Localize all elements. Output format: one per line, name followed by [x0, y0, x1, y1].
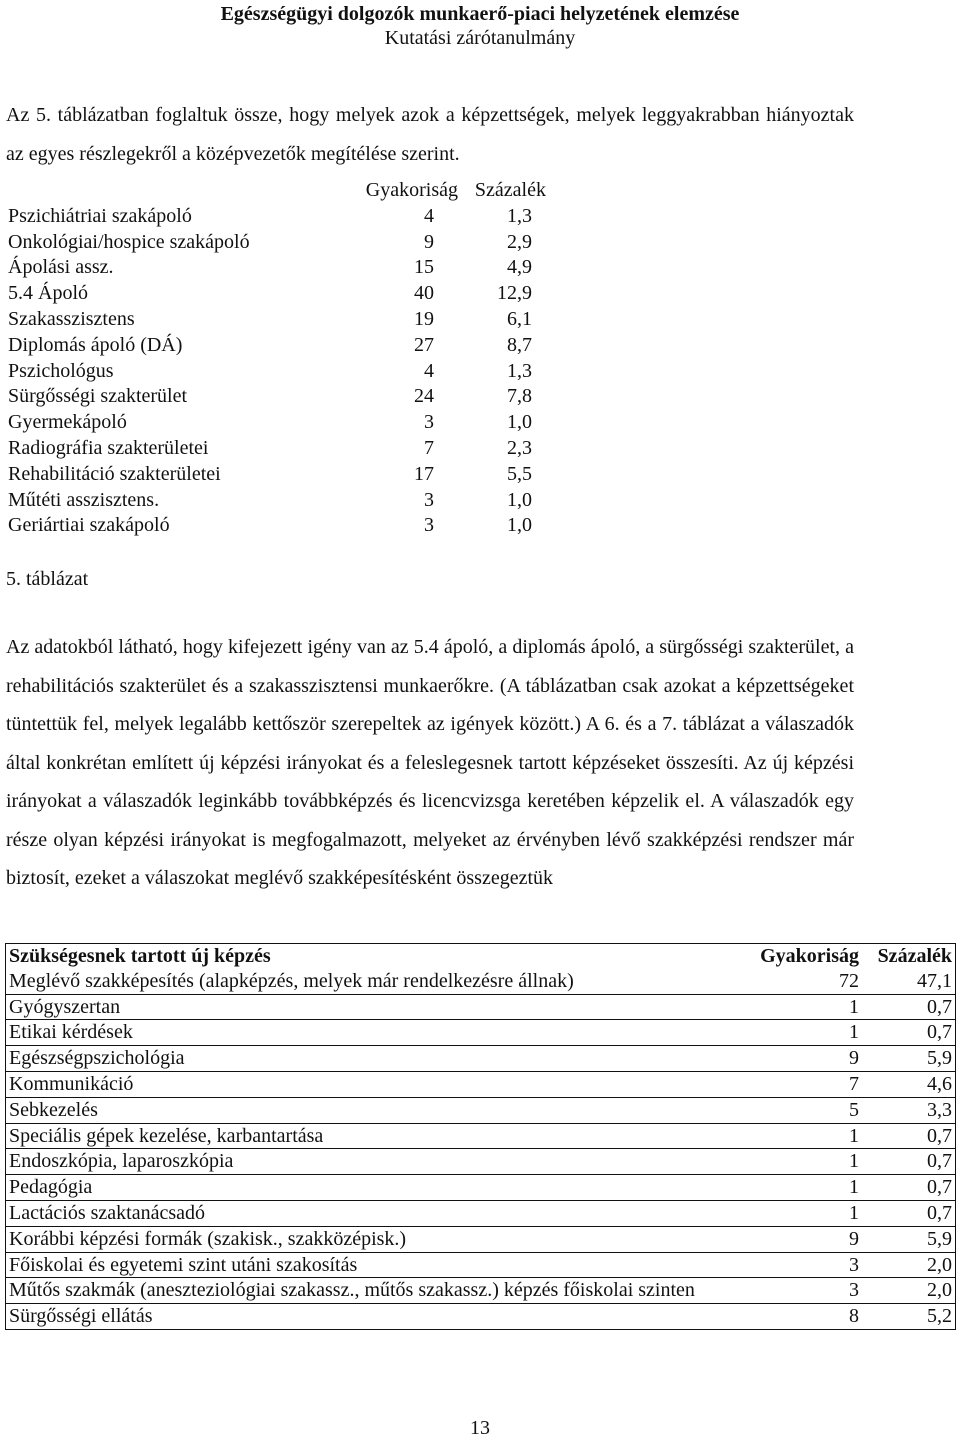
- table-row: [6, 281, 546, 307]
- row-frequency: 4: [424, 359, 434, 382]
- row-label: Lactációs szaktanácsadó: [9, 1201, 206, 1224]
- row-label: Korábbi képzési formák (szakisk., szakközépisk.): [9, 1227, 407, 1250]
- table-row: [6, 410, 546, 436]
- row-label: Etikai kérdések: [9, 1021, 133, 1044]
- row-frequency: 3: [424, 514, 434, 537]
- table-5-header-percent: Százalék: [474, 179, 546, 201]
- row-label: Pedagógia: [9, 1176, 93, 1199]
- row-label: Műtéti asszisztens.: [8, 488, 160, 511]
- row-frequency: 72: [839, 969, 859, 992]
- table-5-header-row: [6, 178, 546, 204]
- row-label: Gyermekápoló: [8, 411, 127, 434]
- row-percent: 7,8: [507, 385, 532, 408]
- row-label: Rehabilitáció szakterületei: [8, 462, 221, 485]
- table-row: [6, 1097, 955, 1123]
- table-5-header-frequency: Gyakoriság: [365, 179, 458, 201]
- row-label: Meglévő szakképesítés (alapképzés, melyek már rendelkezésre állnak): [9, 969, 574, 992]
- row-percent: 4,6: [927, 1072, 952, 1095]
- table-row: [6, 994, 955, 1020]
- row-frequency: 3: [424, 411, 434, 434]
- row-label: Kommunikáció: [9, 1072, 134, 1095]
- row-percent: 0,7: [927, 995, 952, 1018]
- row-label: Egészségpszichológia: [9, 1047, 185, 1070]
- row-frequency: 9: [424, 230, 434, 253]
- row-label: Pszichológus: [8, 359, 114, 382]
- row-frequency: 27: [414, 333, 434, 356]
- table-row: [6, 1303, 955, 1329]
- row-percent: 1,0: [507, 488, 532, 511]
- table-5-body: [6, 204, 546, 539]
- row-label: Diplomás ápoló (DÁ): [8, 333, 183, 356]
- row-frequency: 1: [849, 1201, 859, 1224]
- row-frequency: 1: [849, 995, 859, 1018]
- row-frequency: 1: [849, 1021, 859, 1044]
- row-frequency: 5: [849, 1098, 859, 1121]
- table-row: [6, 462, 546, 488]
- table-row: [6, 1200, 955, 1226]
- row-label: Műtős szakmák (aneszteziológiai szakassz., műtős szakassz.) képzés főiskolai szinten: [9, 1279, 695, 1302]
- page-number: 13: [470, 1417, 490, 1439]
- table-6-header-frequency: Gyakoriság: [760, 945, 859, 967]
- table-row: [6, 513, 546, 539]
- row-frequency: 17: [414, 462, 434, 485]
- row-label: Endoszkópia, laparoszkópia: [9, 1150, 234, 1173]
- row-frequency: 3: [424, 488, 434, 511]
- row-percent: 0,7: [927, 1150, 952, 1173]
- row-percent: 1,0: [507, 411, 532, 434]
- table-row: [6, 1019, 955, 1045]
- row-percent: 12,9: [497, 282, 532, 305]
- table-row: [6, 969, 955, 994]
- row-percent: 5,5: [507, 462, 532, 485]
- row-percent: 5,9: [927, 1047, 952, 1070]
- row-percent: 1,0: [507, 514, 532, 537]
- row-frequency: 8: [849, 1305, 859, 1328]
- table-row: [6, 384, 546, 410]
- row-frequency: 9: [849, 1227, 859, 1250]
- row-label: Főiskolai és egyetemi szint utáni szakosítás: [9, 1253, 358, 1276]
- row-label: Geriártiai szakápoló: [8, 514, 170, 537]
- row-label: Sürgősségi ellátás: [9, 1305, 153, 1328]
- table-row: [6, 1123, 955, 1149]
- row-percent: 0,7: [927, 1124, 952, 1147]
- table-row: [6, 1148, 955, 1174]
- row-frequency: 1: [849, 1124, 859, 1147]
- table-row: [6, 255, 546, 281]
- row-label: Sebkezelés: [9, 1098, 98, 1121]
- table-row: [6, 204, 546, 230]
- table-row: [6, 436, 546, 462]
- table-6-body: [6, 969, 955, 1329]
- row-frequency: 40: [414, 282, 434, 305]
- row-percent: 8,7: [507, 333, 532, 356]
- row-percent: 0,7: [927, 1201, 952, 1224]
- row-percent: 5,2: [927, 1305, 952, 1328]
- row-frequency: 19: [414, 307, 434, 330]
- row-percent: 4,9: [507, 256, 532, 279]
- row-label: Speciális gépek kezelése, karbantartása: [9, 1124, 324, 1147]
- table-5-caption: 5. táblázat: [6, 568, 89, 590]
- table-row: [6, 359, 546, 385]
- row-percent: 0,7: [927, 1021, 952, 1044]
- row-frequency: 15: [414, 256, 434, 279]
- table-6-header-percent: Százalék: [877, 945, 952, 967]
- table-row: [6, 1045, 955, 1071]
- row-label: Pszichiátriai szakápoló: [8, 204, 192, 227]
- row-percent: 3,3: [927, 1098, 952, 1121]
- table-row: [6, 307, 546, 333]
- row-percent: 1,3: [507, 204, 532, 227]
- table-5: [6, 178, 546, 539]
- row-frequency: 1: [849, 1176, 859, 1199]
- intro-paragraph: Az 5. táblázatban foglaltuk össze, hogy melyek azok a képzettségek, melyek leggyakrabban hiányoztak az egyes részlegekről a középvezetők megítélése szerint.: [6, 104, 854, 165]
- row-label: Radiográfia szakterületei: [8, 436, 209, 459]
- row-label: Onkológiai/hospice szakápoló: [8, 230, 250, 253]
- row-percent: 2,0: [927, 1253, 952, 1276]
- row-label: Gyógyszertan: [9, 995, 121, 1018]
- body-paragraph: Az adatokból látható, hogy kifejezett igény van az 5.4 ápoló, a diplomás ápoló, a sürgősségi szakterület, a rehabilitációs szakterület és a szakasszisztensi munkaerőkre. (A táblázatban csak azokat a képzettségeket tüntettük fel, melyek legalább kettőször szerepeltek az igények között.) A 6. és a 7. táblázat a válaszadók által konkrétan említett új képzési irányokat és a feleslegesnek tartott képzéseket összesíti. Az új képzési irányokat a válaszadók leginkább továbbképzés és licencvizsga keretében képzelik el. A válaszadók egy része olyan képzési irányokat is megfogalmazott, melyeket az érvényben lévő szakképzési rendszer már biztosít, ezeket a válaszokat meglévő szakképesítésként összegeztük: [6, 636, 854, 889]
- table-row: [6, 488, 546, 514]
- table-6-header-row: [6, 944, 955, 969]
- row-frequency: 7: [424, 436, 434, 459]
- document-title: Egészségügyi dolgozók munkaerő-piaci helyzetének elemzése: [220, 3, 740, 25]
- table-row: [6, 230, 546, 256]
- row-frequency: 7: [849, 1072, 859, 1095]
- row-percent: 1,3: [507, 359, 532, 382]
- table-6: [5, 943, 956, 1330]
- table-row: [6, 1174, 955, 1200]
- row-percent: 5,9: [927, 1227, 952, 1250]
- row-percent: 2,3: [507, 436, 532, 459]
- row-frequency: 3: [849, 1253, 859, 1276]
- row-percent: 0,7: [927, 1176, 952, 1199]
- row-percent: 2,9: [507, 230, 532, 253]
- table-row: [6, 1226, 955, 1252]
- row-frequency: 1: [849, 1150, 859, 1173]
- row-frequency: 3: [849, 1279, 859, 1302]
- row-label: Ápolási assz.: [8, 256, 114, 279]
- row-frequency: 24: [414, 385, 434, 408]
- row-percent: 47,1: [917, 969, 952, 992]
- table-row: [6, 1071, 955, 1097]
- row-label: Sürgősségi szakterület: [8, 385, 188, 408]
- row-label: Szakasszisztens: [8, 307, 135, 330]
- table-6-header-label: Szükségesnek tartott új képzés: [9, 945, 271, 967]
- row-frequency: 9: [849, 1047, 859, 1070]
- document-subtitle: Kutatási zárótanulmány: [384, 27, 576, 49]
- table-row: [6, 333, 546, 359]
- row-label: 5.4 Ápoló: [8, 282, 88, 305]
- table-row: [6, 1277, 955, 1303]
- row-percent: 6,1: [507, 307, 532, 330]
- row-percent: 2,0: [927, 1279, 952, 1302]
- row-frequency: 4: [424, 204, 434, 227]
- table-row: [6, 1252, 955, 1278]
